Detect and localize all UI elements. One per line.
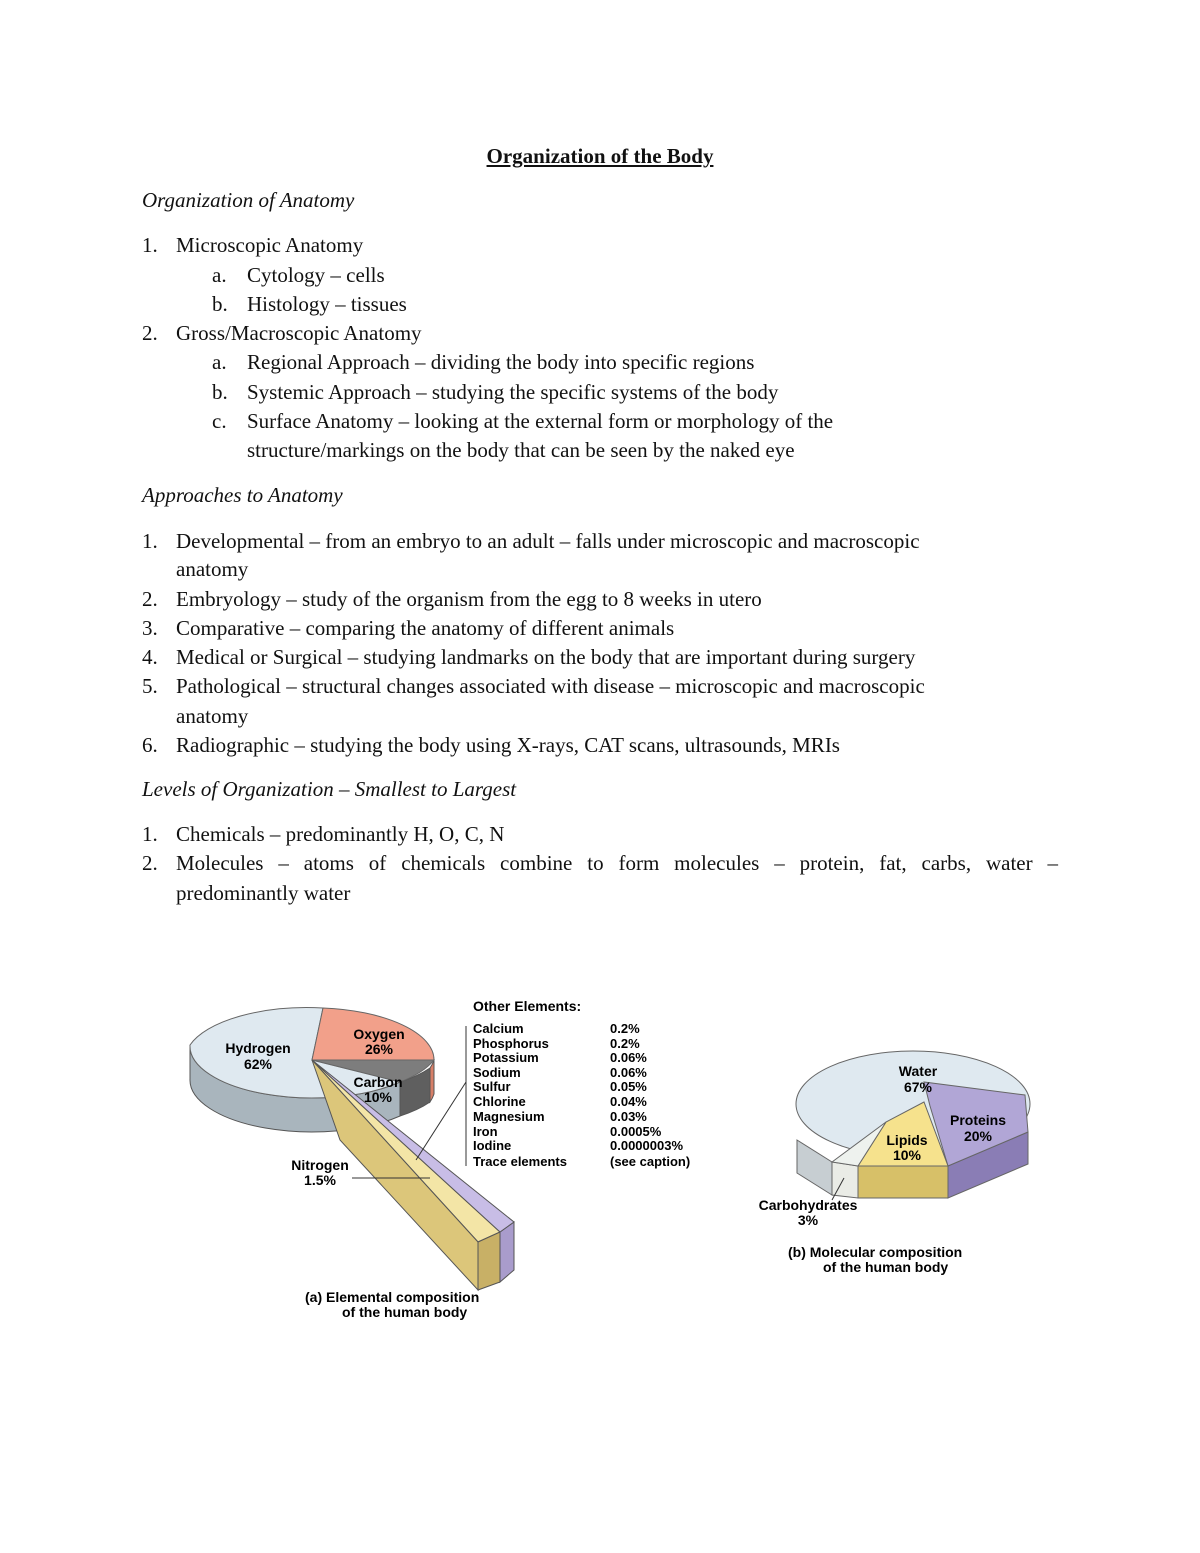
pie-side-oxygen — [430, 1060, 434, 1102]
section-heading-organization: Organization of Anatomy — [142, 188, 355, 212]
label-water-pct: 67% — [903, 1079, 933, 1095]
label-lipids: Lipids — [886, 1132, 928, 1148]
label-water: Water — [898, 1063, 938, 1079]
wedge-nitrogen-side — [478, 1232, 500, 1290]
elemental-composition-figure — [180, 990, 740, 1330]
sub-letter: a. — [212, 350, 227, 374]
page-title: Organization of the Body — [486, 144, 714, 168]
list-number: 5. — [142, 674, 158, 698]
list-item: Pathological – structural changes associated with disease – microscopic and macroscopic — [176, 674, 925, 698]
other-element-value: 0.2% — [610, 1021, 640, 1036]
other-element-value: 0.2% — [610, 1036, 640, 1051]
section-heading-approaches: Approaches to Anatomy — [142, 483, 343, 507]
list-item: Developmental – from an embryo to an adult – falls under microscopic and macroscopic — [176, 529, 920, 553]
sub-item: Regional Approach – dividing the body into specific regions — [247, 350, 755, 374]
list-number: 2. — [142, 851, 158, 875]
molecular-composition-figure — [740, 1040, 1060, 1280]
label-proteins-pct: 20% — [963, 1128, 993, 1144]
other-element-value: 0.0000003% — [610, 1138, 684, 1153]
label-hydrogen: Hydrogen — [225, 1040, 291, 1056]
label-hydrogen-pct: 62% — [243, 1056, 273, 1072]
list-item: Comparative – comparing the anatomy of different animals — [176, 616, 675, 640]
other-element-name: Calcium — [473, 1021, 524, 1036]
other-element-value: 0.06% — [610, 1065, 647, 1080]
other-element-value: 0.03% — [610, 1109, 647, 1124]
sub-letter: a. — [212, 263, 227, 287]
other-element-name: Trace elements — [473, 1154, 567, 1169]
list-item: Radiographic – studying the body using X-rays, CAT scans, ultrasounds, MRIs — [176, 733, 840, 757]
other-element-name: Phosphorus — [473, 1036, 549, 1051]
other-element-name: Magnesium — [473, 1109, 545, 1124]
other-element-value: (see caption) — [610, 1154, 691, 1169]
list-item: Chemicals – predominantly H, O, C, N — [176, 822, 505, 846]
list-number: 4. — [142, 645, 158, 669]
label-lipids-pct: 10% — [892, 1147, 922, 1163]
sub-item-continuation: structure/markings on the body that can be seen by the naked eye — [247, 438, 795, 462]
label-nitrogen-pct: 1.5% — [304, 1172, 336, 1188]
other-element-name: Sulfur — [473, 1079, 511, 1094]
pie-side-water — [797, 1140, 832, 1195]
list-number: 1. — [142, 529, 158, 553]
list-number: 2. — [142, 587, 158, 611]
other-element-value: 0.05% — [610, 1079, 647, 1094]
list-item: Microscopic Anatomy — [176, 233, 364, 257]
label-oxygen-pct: 26% — [364, 1041, 394, 1057]
sub-letter: b. — [212, 380, 228, 404]
label-carbon-pct: 10% — [363, 1089, 393, 1105]
sub-item: Cytology – cells — [247, 263, 385, 287]
list-item: Molecules – atoms of chemicals combine to form molecules – protein, fat, carbs, water – — [176, 851, 1058, 875]
other-element-name: Sodium — [473, 1065, 521, 1080]
list-number: 1. — [142, 822, 158, 846]
list-item-continuation: anatomy — [176, 704, 249, 728]
label-oxygen: Oxygen — [353, 1026, 405, 1042]
other-element-name: Iodine — [473, 1138, 512, 1153]
figure-b-caption-line1: (b) Molecular composition — [788, 1244, 963, 1260]
list-item-continuation: anatomy — [176, 557, 249, 581]
list-number: 2. — [142, 321, 158, 345]
other-element-name: Potassium — [473, 1050, 539, 1065]
figure-b-caption-line2: of the human body — [823, 1259, 949, 1275]
section-heading-levels: Levels of Organization – Smallest to Largest — [142, 777, 517, 801]
other-element-value: 0.0005% — [610, 1124, 662, 1139]
figure-a-caption-line1: (a) Elemental composition — [305, 1289, 480, 1305]
list-item-continuation: predominantly water — [176, 881, 351, 905]
pie-side-lipids — [858, 1166, 948, 1198]
sub-letter: c. — [212, 409, 227, 433]
sub-item: Systemic Approach – studying the specific systems of the body — [247, 380, 779, 404]
figure-a-caption-line2: of the human body — [342, 1304, 468, 1320]
list-item: Embryology – study of the organism from the egg to 8 weeks in utero — [176, 587, 762, 611]
list-item: Medical or Surgical – studying landmarks on the body that are important during surgery — [176, 645, 916, 669]
sub-item: Histology – tissues — [247, 292, 407, 316]
other-element-name: Iron — [473, 1124, 498, 1139]
list-number: 3. — [142, 616, 158, 640]
label-carbohydrates-pct: 3% — [797, 1212, 819, 1228]
other-elements-list — [473, 1021, 690, 1169]
list-item: Gross/Macroscopic Anatomy — [176, 321, 422, 345]
label-carbohydrates: Carbohydrates — [758, 1197, 858, 1213]
other-element-name: Chlorine — [473, 1094, 526, 1109]
label-proteins: Proteins — [949, 1112, 1007, 1128]
sub-letter: b. — [212, 292, 228, 316]
label-carbon: Carbon — [353, 1074, 403, 1090]
other-element-value: 0.04% — [610, 1094, 647, 1109]
label-nitrogen: Nitrogen — [291, 1157, 349, 1173]
other-elements-title: Other Elements: — [473, 998, 582, 1014]
other-element-value: 0.06% — [610, 1050, 647, 1065]
list-number: 1. — [142, 233, 158, 257]
sub-item: Surface Anatomy – looking at the external form or morphology of the — [247, 409, 834, 433]
list-number: 6. — [142, 733, 158, 757]
